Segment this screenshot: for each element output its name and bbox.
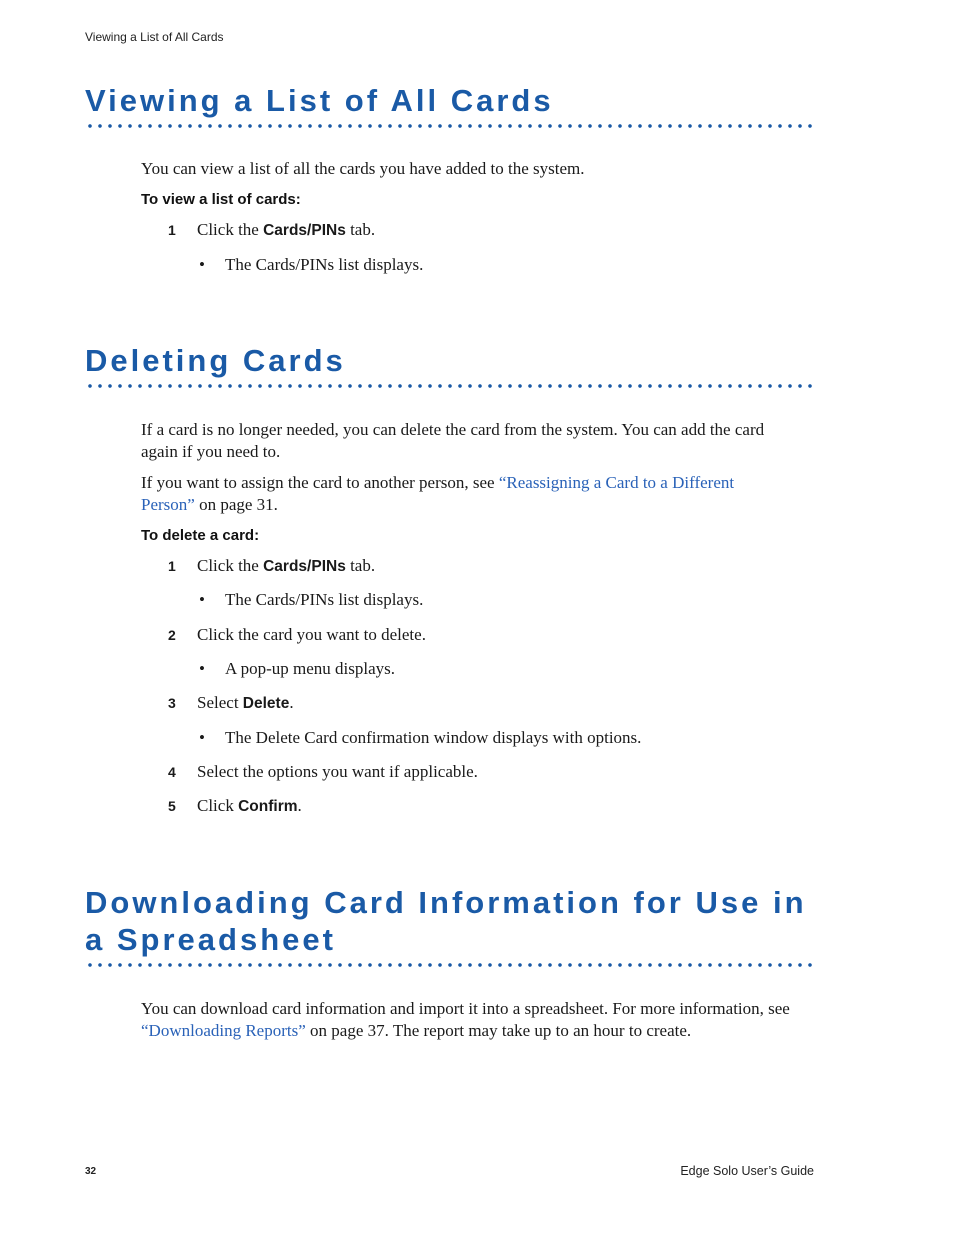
paragraph-text: You can download card information and import it into a spreadsheet. For more information, see [141,999,790,1018]
step-text: . [289,693,294,712]
guide-title: Edge Solo User’s Guide [680,1164,814,1178]
bullet-text: The Cards/PINs list displays. [225,590,424,609]
dotted-rule [85,383,815,389]
intro-paragraph: You can view a list of all the cards you have added to the system. [141,159,585,178]
bullet-item [199,659,395,679]
section-intro [141,158,821,180]
section-title: Deleting Cards [85,343,346,378]
step-number: 5 [168,798,176,814]
step-text: Click the card you want to delete. [197,625,426,644]
bullet-item [199,255,423,275]
procedure-title: To view a list of cards: [141,191,301,208]
paragraph-text: If you want to assign the card to another person, see [141,473,499,492]
section-paragraph [141,998,801,1042]
step-4 [168,762,478,782]
bullet-icon: • [199,728,205,747]
step-text: tab. [345,220,376,239]
paragraph [141,472,781,516]
step-text: Select the options you want if applicable. [197,762,478,781]
step-text: Select [197,693,243,712]
step-text: Click the [197,220,264,239]
step-number: 1 [168,558,176,574]
step-5 [168,796,302,816]
bullet-item [199,728,641,748]
running-head: Viewing a List of All Cards [85,30,224,44]
bullet-text: The Cards/PINs list displays. [225,255,424,274]
step-text: Click [197,796,239,815]
page-number: 32 [85,1166,97,1177]
paragraph: If a card is no longer needed, you can delete the card from the system. You can add the card again if you need to. [141,420,765,461]
step-number: 4 [168,764,176,780]
bullet-item [199,590,423,610]
step-3 [168,693,294,713]
ui-term: Delete [242,695,290,712]
paragraph-text: on page 31. [194,495,278,514]
ui-term: Cards/PINs [263,558,346,575]
step-text: Click the [197,556,264,575]
section-downloading-card-info [85,884,815,968]
section-title-line: Downloading Card Information for Use in [85,885,807,920]
cross-reference-link[interactable]: “Downloading Reports” [141,1021,306,1040]
section-deleting-cards [85,342,815,389]
bullet-text: A pop-up menu displays. [225,659,395,678]
section-paragraph [141,472,781,516]
step-number: 2 [168,627,176,643]
step-1 [168,556,375,576]
paragraph-text: on page 37. The report may take up to an hour to create. [305,1021,692,1040]
step-text: tab. [345,556,376,575]
bullet-text: The Delete Card confirmation window displays with options. [225,728,642,747]
step-number: 3 [168,695,176,711]
step-1 [168,220,375,240]
section-title-line: a Spreadsheet [85,922,336,957]
step-text: . [297,796,302,815]
section-viewing-list [85,82,815,129]
ui-term: Cards/PINs [263,222,346,239]
procedure-title: To delete a card: [141,527,260,544]
step-2 [168,625,426,645]
step-number: 1 [168,222,176,238]
section-paragraph [141,419,801,463]
bullet-icon: • [199,255,205,274]
dotted-rule [85,123,815,129]
section-title: Viewing a List of All Cards [85,83,554,118]
paragraph [141,998,801,1042]
ui-term: Confirm [238,798,298,815]
bullet-icon: • [199,659,205,678]
cross-reference-link[interactable]: “Reassigning a Card to a Different Person” [141,473,735,514]
bullet-icon: • [199,590,205,609]
section-title [85,884,815,958]
dotted-rule [85,962,815,968]
